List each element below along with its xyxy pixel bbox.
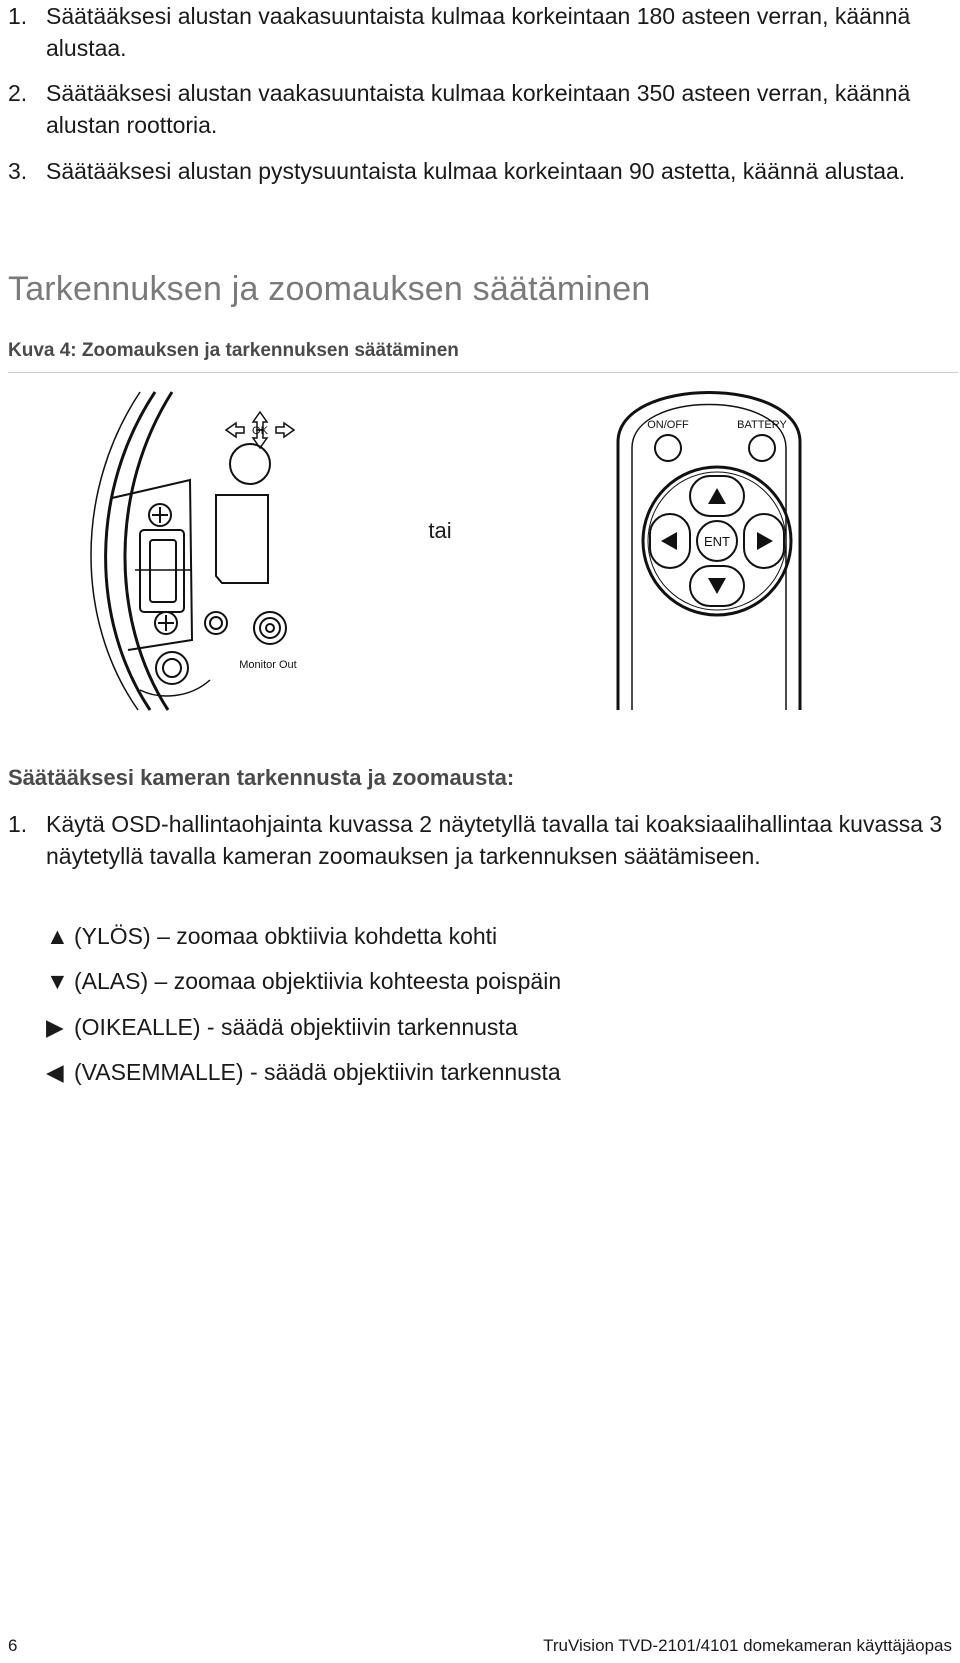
step-item	[8, 155, 948, 187]
step-number: 2.	[8, 80, 28, 106]
step-text: Säätääksesi alustan vaakasuuntaista kulmaa korkeintaan 350 asteen verran, käännä alustan roottoria.	[46, 80, 911, 138]
section-title: Tarkennuksen ja zoomauksen säätäminen	[8, 270, 651, 308]
step-text: Käytä OSD-hallintaohjainta kuvassa 2 näytetyllä tavalla tai koaksiaalihallintaa kuvassa 3 näytetyllä tavalla kameran zoomauksen ja tarkennuksen säätämiseen.	[46, 811, 943, 869]
legend-text: (VASEMMALLE) - säädä objektiivin tarkennusta	[74, 1059, 561, 1085]
on-off-label: ON/OFF	[647, 419, 689, 431]
legend-item-left	[46, 1057, 561, 1087]
step-item	[8, 0, 948, 64]
legend-item-down	[46, 966, 561, 996]
sub-heading: Säätääksesi kameran tarkennusta ja zoomausta:	[8, 765, 515, 790]
step-number: 1.	[8, 811, 28, 837]
step-text: Säätääksesi alustan vaakasuuntaista kulmaa korkeintaan 180 asteen verran, käännä alustaa.	[46, 3, 911, 61]
step-item	[8, 77, 948, 141]
legend-item-up	[46, 921, 497, 951]
legend-item-right	[46, 1012, 518, 1042]
triangle-left-icon: ◀	[46, 1059, 64, 1085]
legend-text: (ALAS) – zoomaa objektiivia kohteesta poispäin	[74, 968, 562, 994]
triangle-down-icon: ▼	[46, 968, 69, 994]
figure-caption: Kuva 4: Zoomauksen ja tarkennuksen säätäminen	[8, 340, 459, 361]
ok-label: OK	[252, 425, 268, 437]
document-title: TruVision TVD-2101/4101 domekameran käyttäjäopas	[543, 1636, 952, 1655]
separator-label: tai	[428, 518, 452, 543]
step-number: 3.	[8, 158, 28, 184]
legend-text: (YLÖS) – zoomaa obktiivia kohdetta kohti	[74, 923, 498, 949]
step-item	[8, 808, 948, 872]
triangle-up-icon: ▲	[46, 923, 69, 949]
page-number: 6	[8, 1636, 18, 1655]
step-number: 1.	[8, 3, 28, 29]
legend-text: (OIKEALLE) - säädä objektiivin tarkennusta	[74, 1014, 518, 1040]
caption-divider	[8, 372, 958, 373]
step-text: Säätääksesi alustan pystysuuntaista kulmaa korkeintaan 90 astetta, käännä alustaa.	[46, 158, 906, 184]
monitor-out-label: Monitor Out	[239, 659, 297, 671]
battery-label: BATTERY	[737, 419, 787, 431]
zoom-focus-illustration	[0, 380, 960, 720]
ent-label: ENT	[704, 534, 730, 549]
triangle-right-icon: ▶	[46, 1014, 64, 1040]
remote-controller-illustration	[618, 393, 800, 711]
